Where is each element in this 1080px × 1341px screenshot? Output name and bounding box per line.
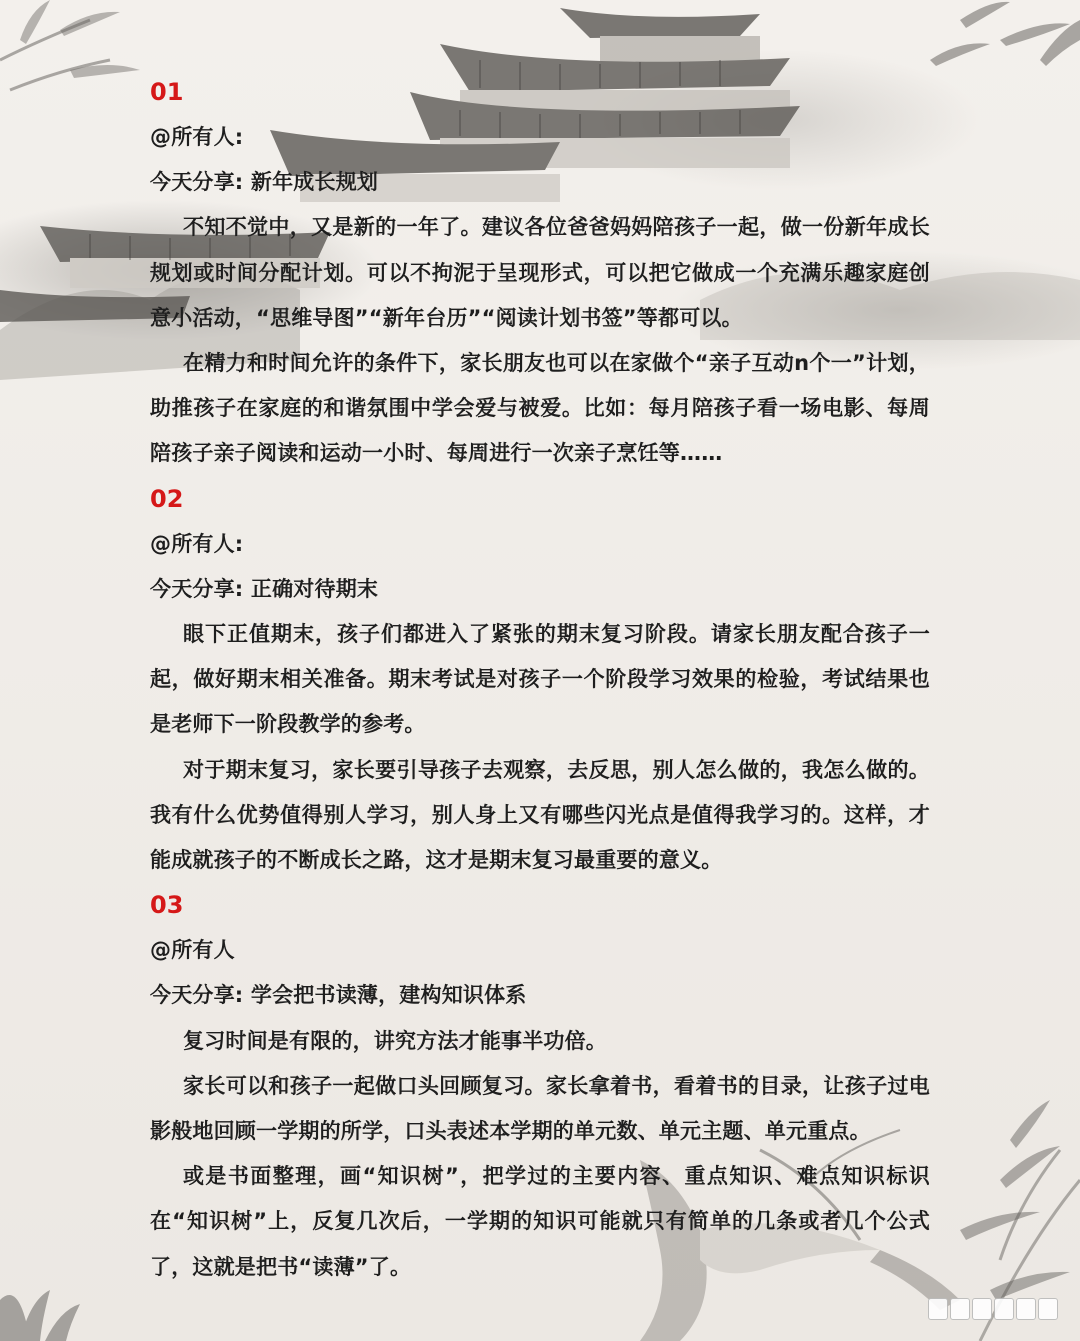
section-number: 03 (150, 891, 184, 920)
article-body (150, 70, 930, 1290)
paragraph: 或是书面整理，画“知识树”，把学过的主要内容、重点知识、难点知识标识在“知识树”上，反复几次后，一学期的知识可能就只有简单的几条或者几个公式了，这就是把书“读薄”了。 (150, 1164, 930, 1279)
paragraph: 复习时间是有限的，讲究方法才能事半功倍。 (183, 1028, 607, 1053)
section-03 (150, 883, 930, 1290)
mention-line: @所有人: (150, 531, 244, 556)
paragraph: 不知不觉中，又是新的一年了。建议各位爸爸妈妈陪孩子一起，做一份新年成长规划或时间分配计划。可以不拘泥于呈现形式，可以把它做成一个充满乐趣家庭创意小活动，“思维导图”“新年台历”“阅读计划书签”等都可以。 (150, 215, 930, 330)
paragraph: 在精力和时间允许的条件下，家长朋友也可以在家做个“亲子互动n个一”计划，助推孩子在家庭的和谐氛围中学会爱与被爱。比如：每月陪孩子看一场电影、每周陪孩子亲子阅读和运动一小时、每周进行一次亲子烹饪等…… (150, 351, 930, 466)
watermark (928, 1297, 1058, 1321)
watermark-block (1038, 1298, 1058, 1320)
section-number: 02 (150, 484, 184, 513)
watermark-block (994, 1298, 1014, 1320)
watermark-block (1016, 1298, 1036, 1320)
paragraph: 家长可以和孩子一起做口头回顾复习。家长拿着书，看着书的目录，让孩子过电影般地回顾一学期的所学，口头表述本学期的单元数、单元主题、单元重点。 (150, 1073, 930, 1144)
section-02 (150, 477, 930, 884)
section-number: 01 (150, 78, 184, 106)
share-topic: 今天分享: 学会把书读薄，建构知识体系 (150, 983, 527, 1008)
paragraph: 对于期末复习，家长要引导孩子去观察，去反思，别人怎么做的，我怎么做的。我有什么优势值得别人学习，别人身上又有哪些闪光点是值得我学习的。这样，才能成就孩子的不断成长之路，这才是期末复习最重要的意义。 (150, 757, 930, 873)
watermark-block (972, 1298, 992, 1320)
watermark-block (950, 1298, 970, 1320)
mention-line: @所有人 (150, 938, 235, 963)
paragraph: 眼下正值期末，孩子们都进入了紧张的期末复习阶段。请家长朋友配合孩子一起，做好期末相关准备。期末考试是对孩子一个阶段学习效果的检验，考试结果也是老师下一阶段教学的参考。 (150, 622, 930, 737)
share-topic: 今天分享: 正确对待期末 (150, 576, 379, 601)
section-01 (150, 70, 930, 477)
share-topic: 今天分享: 新年成长规划 (150, 170, 379, 195)
watermark-block (928, 1298, 948, 1320)
mention-line: @所有人: (150, 125, 244, 149)
